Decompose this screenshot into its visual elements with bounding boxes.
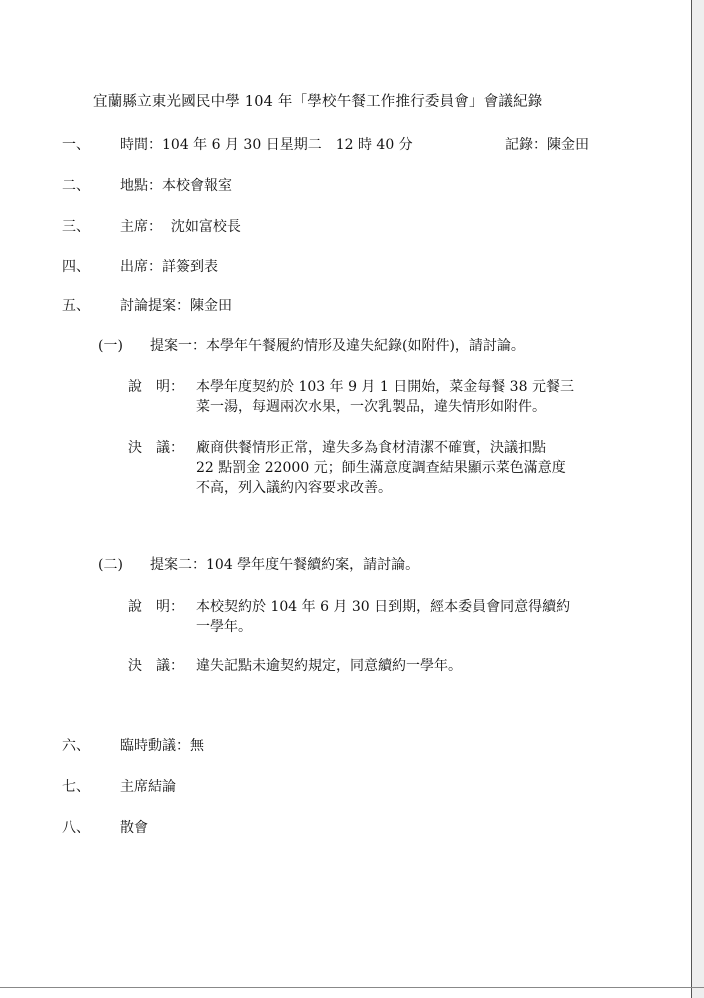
resolution-line: 廠商供餐情形正常，違失多為食材清潔不確實，決議扣點 bbox=[196, 440, 546, 456]
proposal-title: 提案二：104 學年度午餐續約案，請討論。 bbox=[150, 557, 420, 573]
chair-conclusion: 主席結論 bbox=[120, 779, 176, 795]
meeting-chair: 主席： 沈如富校長 bbox=[120, 219, 241, 235]
section-number: 八、 bbox=[62, 820, 90, 836]
proposal-number: (二) bbox=[98, 557, 123, 573]
proposal-number: (一) bbox=[98, 338, 123, 354]
section-number: 四、 bbox=[62, 259, 90, 275]
explanation-label: 說 明： bbox=[128, 379, 184, 395]
explanation-line: 本校契約於 104 年 6 月 30 日到期，經本委員會同意得續約 bbox=[196, 599, 571, 615]
section-number: 一、 bbox=[62, 137, 90, 153]
meeting-time: 時間：104 年 6 月 30 日星期二 12 時 40 分 bbox=[120, 137, 413, 153]
scan-edge bbox=[692, 0, 704, 998]
explanation-label: 說 明： bbox=[128, 599, 184, 615]
discussion-proposals: 討論提案：陳金田 bbox=[120, 298, 232, 314]
resolution-label: 決 議： bbox=[128, 440, 184, 456]
attendance: 出席：詳簽到表 bbox=[120, 259, 218, 275]
resolution-label: 決 議： bbox=[128, 658, 184, 674]
resolution-line: 不高，列入議約內容要求改善。 bbox=[196, 480, 392, 496]
proposal-title: 提案一：本學年午餐履約情形及違失紀錄(如附件)，請討論。 bbox=[150, 338, 525, 354]
meeting-location: 地點：本校會報室 bbox=[120, 178, 232, 194]
resolution-line: 違失記點未逾契約規定，同意續約一學年。 bbox=[196, 658, 462, 674]
adjournment: 散會 bbox=[120, 820, 148, 836]
page-border-right bbox=[691, 0, 692, 998]
resolution-line: 22 點罰金 22000 元；師生滿意度調查結果顯示菜色滿意度 bbox=[196, 460, 566, 476]
explanation-line: 本學年度契約於 103 年 9 月 1 日開始，菜金每餐 38 元餐三 bbox=[196, 379, 574, 395]
explanation-line: 一學年。 bbox=[196, 619, 252, 635]
section-number: 七、 bbox=[62, 779, 90, 795]
recorder: 記錄：陳金田 bbox=[505, 137, 589, 153]
document-title: 宜蘭縣立東光國民中學 104 年「學校午餐工作推行委員會」會議紀錄 bbox=[93, 94, 543, 110]
section-number: 三、 bbox=[62, 219, 90, 235]
explanation-line: 菜一湯，每週兩次水果，一次乳製品，違失情形如附件。 bbox=[196, 399, 546, 415]
section-number: 五、 bbox=[62, 298, 90, 314]
page-border-bottom bbox=[0, 987, 704, 988]
section-number: 二、 bbox=[62, 178, 90, 194]
extempore-motion: 臨時動議：無 bbox=[120, 738, 204, 754]
section-number: 六、 bbox=[62, 738, 90, 754]
